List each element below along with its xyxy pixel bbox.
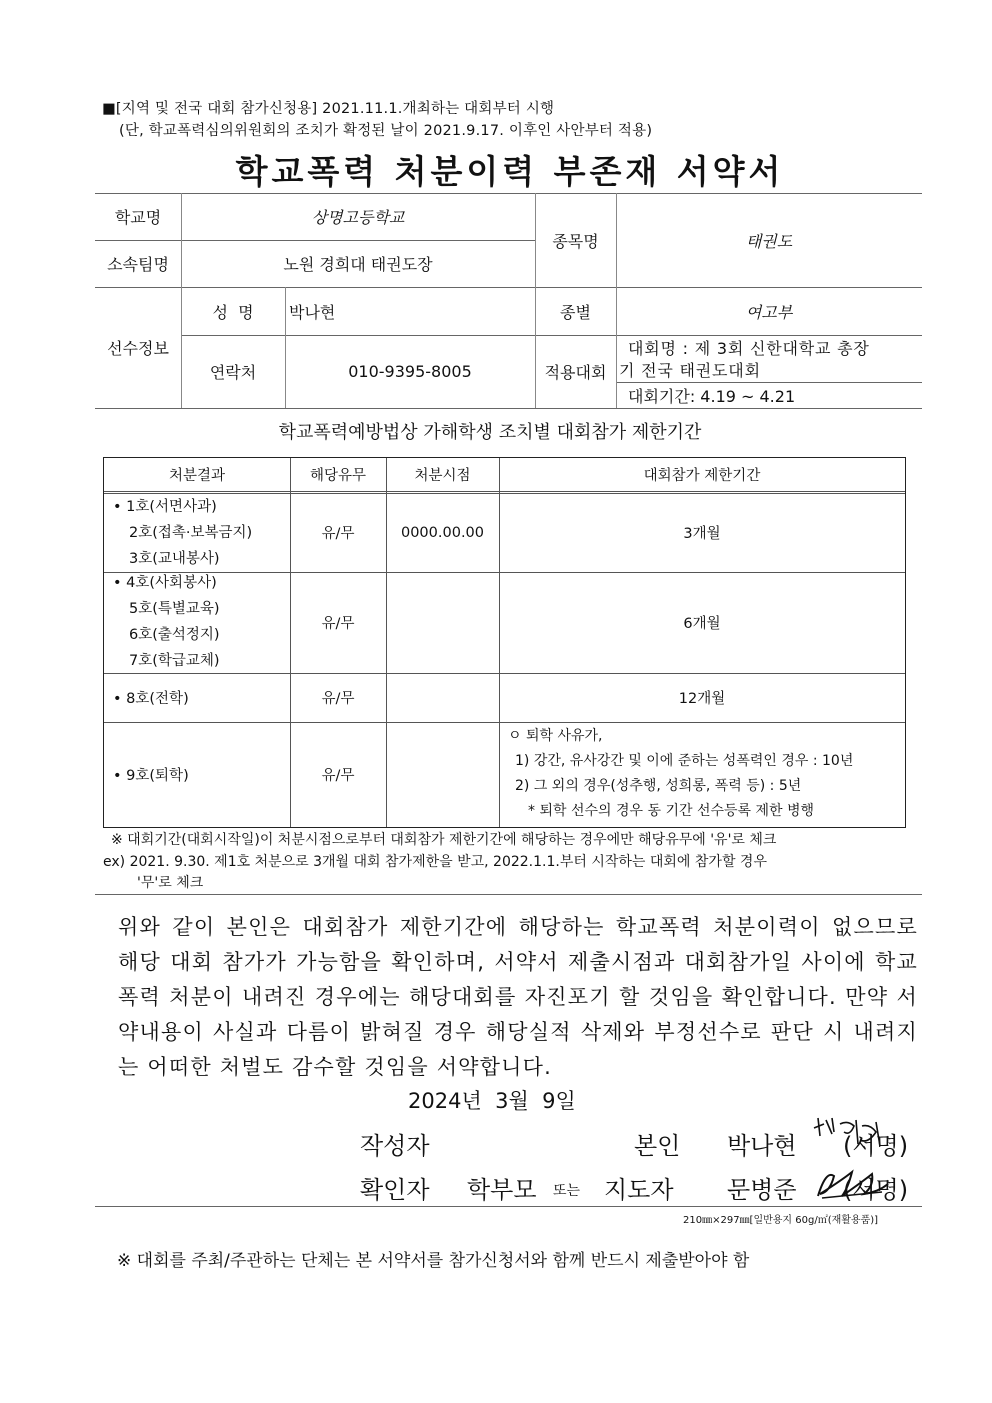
- applicable-value: 유/무: [321, 691, 355, 707]
- team-label: 소속팀명: [107, 255, 169, 274]
- contact-value: 010-9395-8005: [348, 362, 472, 381]
- result-line: • 4호(사회봉사): [113, 575, 217, 591]
- coach-name: 문병준: [727, 1176, 797, 1204]
- handwritten-signature-writer: [810, 1114, 890, 1152]
- table-row: [113, 570, 220, 674]
- date-value: [386, 673, 499, 722]
- limit-detail-line: 2) 그 외의 경우(성추행, 성희롱, 폭력 등) : 5년: [515, 778, 802, 794]
- limit-detail-line: ㅇ 퇴학 사유가,: [508, 728, 603, 744]
- note-3: '무'로 체크: [137, 875, 204, 891]
- coach-label: 지도자: [604, 1176, 674, 1204]
- header-line-2: (단, 학교폭력심의위원회의 조치가 확정된 날이 2021.9.17. 이후인 사안부터 적용): [119, 123, 653, 139]
- header-limit: 대회참가 제한기간: [643, 468, 761, 484]
- date-value: [386, 722, 499, 827]
- sport-value: 태권도: [745, 231, 793, 251]
- self-label: 본인: [634, 1132, 681, 1160]
- paper-spec: 210㎜×297㎜[일반용지 60g/㎡(재활용품)]: [683, 1215, 879, 1226]
- coach-sign-label: (서명): [843, 1176, 909, 1204]
- note-1: ※ 대회기간(대회시작일)이 처분시점으로부터 대회참가 제한기간에 해당하는 경우에만 해당유무에 '유'로 체크: [111, 832, 777, 848]
- limit-value: 3개월: [683, 526, 721, 542]
- writer-name: 박나현: [727, 1132, 797, 1160]
- result-line: 3호(교내봉사): [129, 551, 220, 567]
- table-row: [113, 494, 252, 572]
- event-name-line-2: 기 전국 태권도대회: [619, 361, 761, 380]
- limit-value: 6개월: [683, 616, 721, 632]
- confirmer-label: 확인자: [360, 1176, 430, 1204]
- limit-detail-line: * 퇴학 선수의 경우 동 기간 선수등록 제한 병행: [528, 803, 815, 819]
- footer-note: ※ 대회를 주최/주관하는 단체는 본 서약서를 참가신청서와 함께 반드시 제출받아야 함: [117, 1251, 750, 1271]
- result-line: 5호(특별교육): [129, 601, 220, 617]
- result-line: 7호(학급교체): [129, 653, 220, 669]
- result-line: • 8호(전학): [113, 691, 189, 707]
- player-info-label: 선수정보: [107, 339, 169, 358]
- header-applicable: 해당유무: [309, 468, 367, 484]
- result-line: 6호(출석정지): [129, 627, 220, 643]
- school-label: 학교명: [114, 208, 162, 227]
- applicable-value: 유/무: [321, 526, 355, 542]
- result-line: 2호(접촉·보복금지): [129, 525, 253, 541]
- sport-label: 종목명: [552, 231, 599, 251]
- date-value: 0000.00.00: [400, 524, 485, 541]
- limit-detail-line: 1) 강간, 유사강간 및 이에 준하는 성폭력인 경우 : 10년: [515, 753, 854, 769]
- name-label: 성 명: [212, 302, 254, 322]
- writer-label: 작성자: [360, 1132, 430, 1160]
- category-value: 여고부: [745, 302, 793, 322]
- event-name-line-1: 대회명 : 제 3회 신한대학교 총장: [628, 339, 870, 358]
- writer-sign-label: (서명): [843, 1132, 909, 1160]
- limit-value: 12개월: [678, 691, 726, 707]
- limit-detail: [508, 724, 853, 824]
- applicable-value: 유/무: [321, 768, 355, 784]
- pledge-date: 2024년 3월 9일: [408, 1089, 576, 1113]
- event-name: [619, 338, 870, 382]
- event-label: 적용대회: [544, 363, 607, 382]
- team-value: 노원 경희대 태권도장: [283, 255, 433, 274]
- name-value: 박나현: [289, 302, 336, 322]
- school-value: 상명고등학교: [311, 208, 405, 227]
- date-value: [386, 572, 499, 673]
- category-label: 종별: [560, 302, 591, 322]
- parent-label: 학부모: [467, 1176, 537, 1204]
- restriction-table: [103, 457, 906, 828]
- handwritten-signature-coach: [812, 1162, 892, 1204]
- result-line: • 9호(퇴학): [113, 768, 189, 784]
- section-title: 학교폭력예방법상 가해학생 조치별 대회참가 제한기간: [278, 422, 702, 443]
- result-line: • 1호(서면사과): [113, 499, 217, 515]
- header-result: 처분결과: [168, 468, 226, 484]
- or-label: 또는: [553, 1183, 581, 1199]
- header-line-1: ■[지역 및 전국 대회 참가신청용] 2021.11.1.개최하는 대회부터 시행: [102, 101, 555, 117]
- event-period: 대회기간: 4.19 ~ 4.21: [628, 387, 796, 406]
- applicable-value: 유/무: [321, 616, 355, 632]
- page-title: 학교폭력 처분이력 부존재 서약서: [235, 152, 785, 191]
- pledge-text: 위와 같이 본인은 대회참가 제한기간에 해당하는 학교폭력 처분이력이 없으므로 해당 대회 참가가 가능함을 확인하며, 서약서 제출시점과 대회참가일 사이에 학교폭력 처분이 내려진 경우에는 해당대회를 자진포기 할 것임을 확인합니다. 만약 서약내용이 사실과 다름이 밝혀질 경우 해당실적 삭제와 부정선수로 판단 시 내려지는 어떠한 처벌도 감수할 것임을 서약합니다.: [118, 915, 918, 1079]
- header-date: 처분시점: [414, 468, 471, 484]
- contact-label: 연락처: [209, 363, 257, 382]
- note-2: ex) 2021. 9.30. 제1호 처분으로 3개월 대회 참가제한을 받고, 2022.1.1.부터 시작하는 대회에 참가할 경우: [103, 854, 767, 870]
